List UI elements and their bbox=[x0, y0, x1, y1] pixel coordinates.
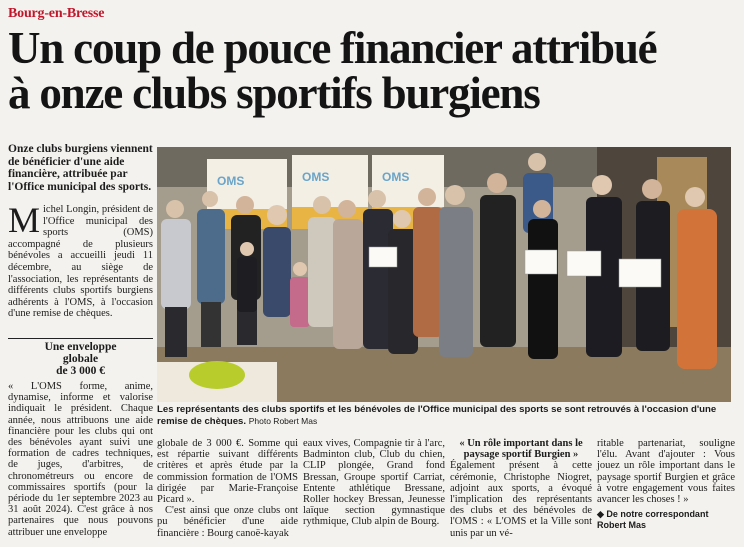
subheading-line-2: globale bbox=[62, 353, 99, 365]
column-2 bbox=[157, 438, 298, 539]
headline-line-1: Un coup de pouce financier attribué bbox=[8, 23, 657, 73]
subheading-line-3: de 3 000 € bbox=[56, 365, 105, 377]
column-5 bbox=[597, 438, 735, 532]
byline-role: ◆ De notre correspondant bbox=[597, 509, 709, 520]
byline bbox=[597, 509, 735, 531]
group-photo-illustration bbox=[157, 147, 731, 402]
caption-text: Les représentants des clubs sportifs et les bénévoles de l'Office municipal des sports se sont retrouvés à l'occasion d'une remise de chèques. bbox=[157, 404, 717, 427]
subheading-line-1: Une enveloppe bbox=[44, 341, 117, 353]
column-2-paragraph-1: globale de 3 000 €. Somme qui est répartie suivant différents critères et après étude par la commission formation de l'OMS dirigée par Marie-Françoise Picard ». bbox=[157, 438, 298, 506]
section-kicker: Bourg-en-Bresse bbox=[8, 6, 105, 21]
photo-credit: Photo Robert Mas bbox=[248, 415, 318, 426]
column-4-text: Également présent à cette cérémonie, Christophe Niogret, adjoint aux sports, a évoqué l'implication des représentants des clubs et des bénévoles de l'OMS : « L'OMS et la Ville sont unis par un vé- bbox=[450, 460, 592, 539]
article-photo bbox=[157, 147, 731, 402]
svg-text:OMS: OMS bbox=[302, 170, 330, 184]
column-3: eaux vives, Compagnie tir à l'arc, Badminton club, Club du chien, CLIP plongée, Grand fond Bressan, Groupe sportif Carriat, Entente athlétique Bressane, Roller hockey Bressan, Jeunesse laïque section gymnastique rythmique, Club alpin de Bourg. bbox=[303, 438, 445, 528]
svg-text:OMS: OMS bbox=[217, 174, 245, 188]
article-headline bbox=[8, 23, 744, 118]
column-1-text: « L'OMS forme, anime, dynamise, informe et valorise indiquait le président. Chaque année, nous attribuons une aide financière pour les clubs qui ont des bénévoles ayant suivi une formation de cadres techniques, de juges, d'arbitres, de chronométreurs ou encore de commissaires sportifs (pour la période du 1er septembre 2023 au 31 août 2024). C'est grâce à nos partenaires que nous pouvons attribuer une enveloppe bbox=[8, 381, 153, 538]
svg-text:OMS: OMS bbox=[382, 170, 410, 184]
byline-author: Robert Mas bbox=[597, 520, 647, 531]
column-5-text: ritable partenariat, souligne l'élu. Avant d'ajouter : Vous jouez un rôle important dans le paysage sportif Burgien et grâce à votre engagement vous faites avancer les choses ! » bbox=[597, 438, 735, 506]
column-2-paragraph-2: C'est ainsi que onze clubs ont pu bénéficier d'une aide financière : Bourg canoë-kayak bbox=[157, 505, 298, 539]
drop-cap: M bbox=[8, 200, 41, 240]
column-4 bbox=[450, 438, 592, 539]
article-lead: Onze clubs burgiens viennent de bénéficier d'une aide financière, attribuée par l'Office municipal des sports. bbox=[8, 143, 153, 193]
intro-text: ichel Longin, président de l'Office municipal des sports (OMS) accompagné de plusieurs bénévoles a accueilli jeudi 11 décembre, au siège de l'association, les représentants de différents clubs sportifs burgiens adhérents à l'OMS, à l'occasion d'une remise de chèques. bbox=[8, 204, 153, 320]
subheading bbox=[8, 338, 153, 377]
headline-line-2: à onze clubs sportifs burgiens bbox=[8, 68, 540, 118]
intertitle: « Un rôle important dans le paysage sportif Burgien » bbox=[459, 438, 583, 461]
photo-caption bbox=[157, 404, 731, 427]
intro-paragraph bbox=[8, 200, 153, 320]
